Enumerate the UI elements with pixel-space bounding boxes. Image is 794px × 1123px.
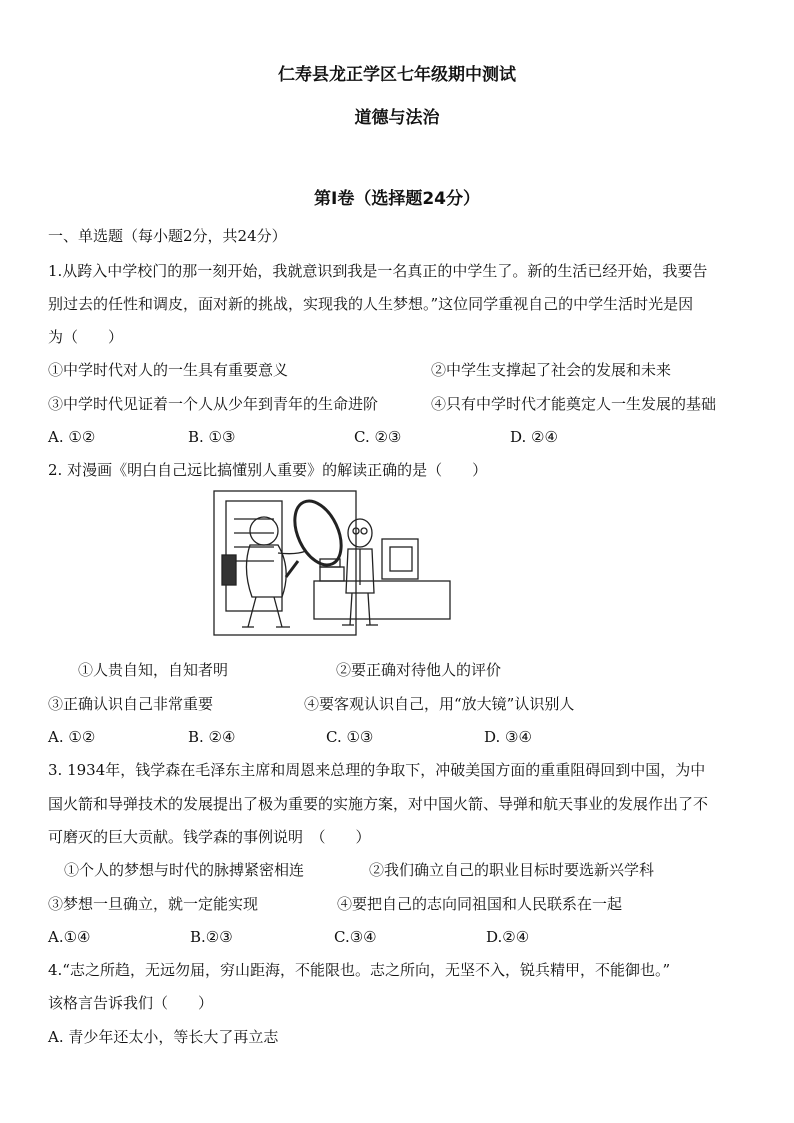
q3-stem-line2: 国火箭和导弹技术的发展提出了极为重要的实施方案，对中国火箭、导弹和航天事业的发展作出了不: [48, 795, 709, 813]
magnifying-glass: [286, 494, 351, 573]
q3-stem-line3: 可磨灭的巨大贡献。钱学森的事例说明 （ ）: [48, 828, 371, 846]
q3-statement-3: ③梦想一旦确立，就一定能实现: [48, 895, 259, 913]
q1-statement-4: ④只有中学时代才能奠定人一生发展的基础: [431, 395, 717, 413]
q1-option-d[interactable]: D. ②④: [510, 428, 558, 446]
q1-stem-line3: 为（ ）: [48, 328, 124, 346]
q2-statement-1: ①人贵自知，自知者明: [78, 661, 229, 679]
q1-statement-3: ③中学时代见证着一个人从少年到青年的生命进阶: [48, 395, 379, 413]
q3-option-d[interactable]: D.②④: [486, 928, 530, 946]
q3-statement-2: ②我们确立自己的职业目标时要选新兴学科: [369, 861, 655, 879]
q2-statement-3: ③正确认识自己非常重要: [48, 695, 214, 713]
q4-option-a[interactable]: A. 青少年还太小，等长大了再立志: [48, 1028, 279, 1046]
section-heading: 一、单选题（每小题2分，共24分）: [48, 227, 287, 245]
q3-option-c[interactable]: C.③④: [334, 928, 377, 946]
q2-statement-2: ②要正确对待他人的评价: [336, 661, 502, 679]
desk: [314, 581, 450, 619]
q2-stem: 2. 对漫画《明白自己远比搞懂别人重要》的解读正确的是（ ）: [48, 461, 488, 479]
right-man-head: [348, 519, 372, 547]
q1-statement-1: ①中学时代对人的一生具有重要意义: [48, 361, 289, 379]
q4-stem-line2: 该格言告诉我们（ ）: [48, 994, 214, 1012]
q3-option-b[interactable]: B.②③: [190, 928, 233, 946]
q3-statement-1: ①个人的梦想与时代的脉搏紧密相连: [64, 861, 305, 879]
q2-option-c[interactable]: C. ①③: [326, 728, 374, 746]
q4-stem-line1: 4.“志之所趋，无远勿届，穷山距海，不能限也。志之所向，无坚不入，锐兵精甲，不能御也。”: [48, 961, 671, 979]
q2-option-d[interactable]: D. ③④: [484, 728, 532, 746]
q1-option-b[interactable]: B. ①③: [188, 428, 236, 446]
exam-title: 仁寿县龙正学区七年级期中测试: [278, 65, 516, 85]
q1-stem-line2: 别过去的任性和调皮，面对新的挑战，实现我的人生梦想。”这位同学重视自己的中学生活时光是因: [48, 295, 694, 313]
volume-title: 第Ⅰ卷（选择题24分）: [314, 189, 480, 209]
q2-option-b[interactable]: B. ②④: [188, 728, 236, 746]
q1-option-a[interactable]: A. ①②: [48, 428, 96, 446]
q1-option-c[interactable]: C. ②③: [354, 428, 402, 446]
q2-option-a[interactable]: A. ①②: [48, 728, 96, 746]
left-man-head: [250, 517, 278, 545]
q1-stem-line1: 1.从跨入中学校门的那一刻开始，我就意识到我是一名真正的中学生了。新的生活已经开始，我要告: [48, 262, 708, 280]
q3-stem-line1: 3. 1934年，钱学森在毛泽东主席和周恩来总理的争取下，冲破美国方面的重重阻碍回到中国，为中: [48, 761, 706, 779]
q1-statement-2: ②中学生支撑起了社会的发展和未来: [431, 361, 672, 379]
cartoon-illustration: [212, 489, 452, 637]
q2-statement-4: ④要客观认识自己，用“放大镜”认识别人: [304, 695, 575, 713]
q3-statement-4: ④要把自己的志向同祖国和人民联系在一起: [337, 895, 623, 913]
subject-title: 道德与法治: [354, 108, 440, 128]
q3-option-a[interactable]: A.①④: [48, 928, 91, 946]
